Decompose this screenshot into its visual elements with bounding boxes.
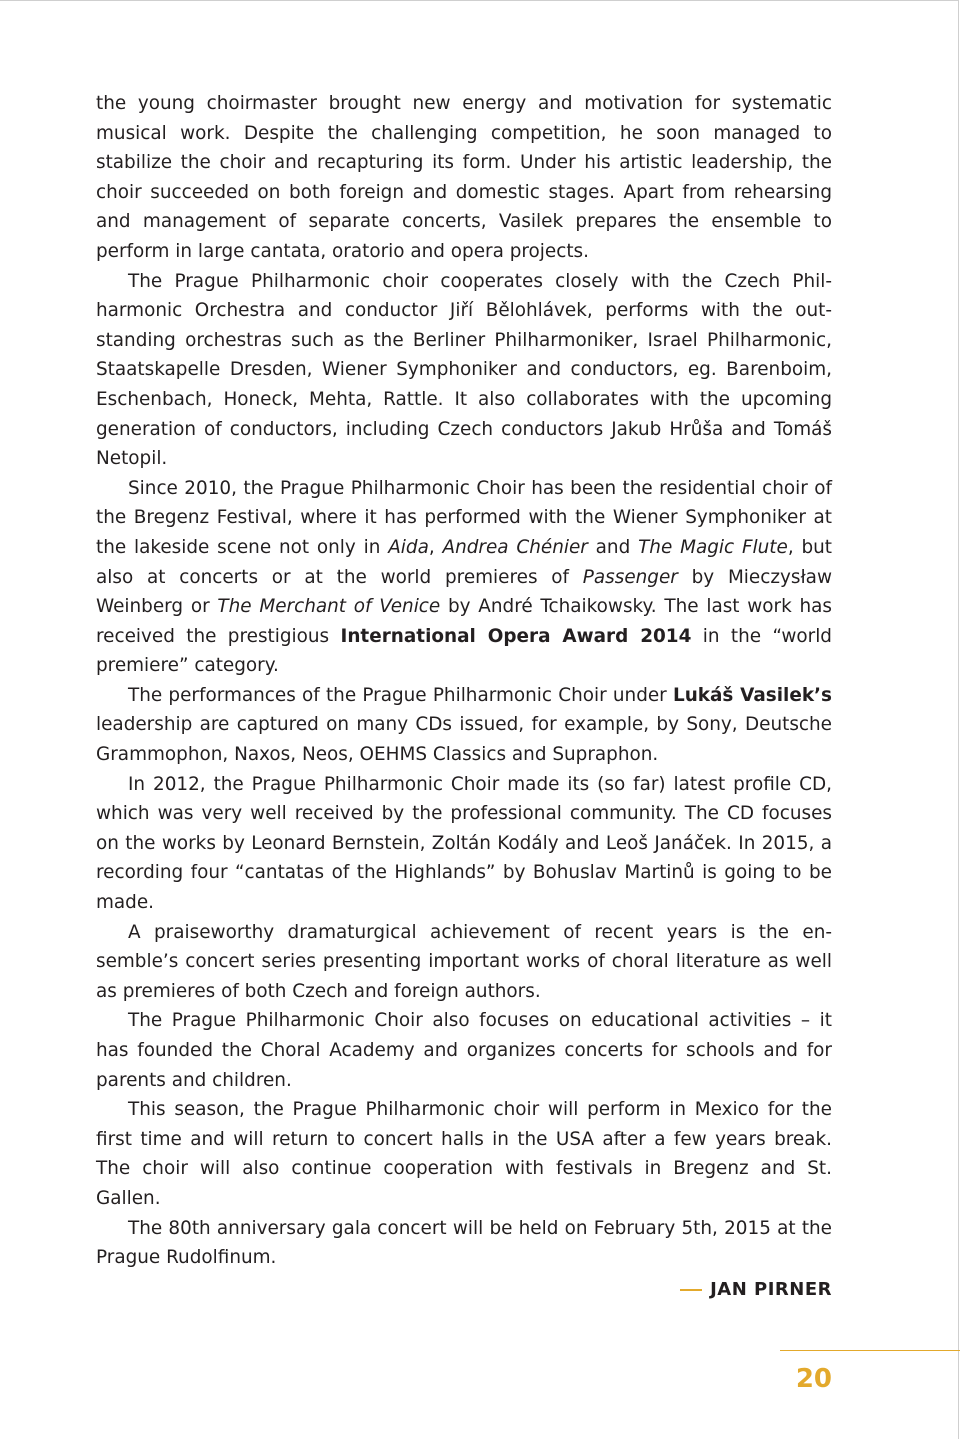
paragraph-9: The 80th anniversary gala concert will be held on February 5th, 2015 at the Prague Rudolfinum. [96, 1217, 832, 1269]
choirmaster-name: Lukáš Vasilek’s [672, 684, 832, 706]
work-title-andrea-chenier: Andrea Chénier [442, 536, 588, 558]
paragraph-4 [96, 681, 832, 770]
paragraph-8: This season, the Prague Philharmonic choir will perform in Mexico for the first time and will return to concert halls in the USA after a few years break. The choir will also continue cooperation with festivals in Bregenz and St. Gallen. [96, 1099, 832, 1209]
paragraph-1: the young choirmaster brought new energy and motivation for systematic musical work. Despite the challenging competition, he soon managed to stabilize the choir and recapturing its form. Under his artistic leadership, the choir succeeded on both foreign and domestic stages. Apart from rehearsing and management of separate concerts, Vasilek prepares the ensemble to perform in large cantata, oratorio and opera projects. [96, 93, 832, 262]
paragraph-7: The Prague Philharmonic Choir also focuses on educational activities – it has founded the Choral Academy and organizes concerts for schools and for parents and children. [96, 1010, 832, 1091]
paragraph-3-text: by André Tchaikowsky. The last work has received the prestigious [96, 596, 833, 647]
paragraph-3-text: , but also at concerts or at the world premieres of [96, 536, 833, 588]
paragraph-3-text: by Mieczysław Weinberg or [96, 566, 832, 618]
work-title-magic-flute: The Magic Flute [638, 536, 788, 558]
award-name: International Opera Award 2014 [340, 625, 692, 647]
author-signature [680, 1276, 832, 1304]
paragraph-5: In 2012, the Prague Philharmonic Choir made its (so far) latest profile CD, which was very well received by the professional community. The CD focuses on the works by Leonard Bernstein, Zoltán Kodály and Leoš Janáček. In 2015, a recording four “cantatas of the Highlands” by Bohuslav Martinů is going to be made. [96, 773, 832, 914]
paragraph-3-text: , [428, 536, 443, 558]
signature-dash [680, 1289, 702, 1291]
page-number: 20 [795, 1364, 832, 1394]
work-title-merchant-of-venice: The Merchant of Venice [217, 596, 441, 618]
article-body [96, 89, 832, 1273]
paragraph-3-text: Since 2010, the Prague Philharmonic Choir has been the residential choir of the Bregenz Festival, where it has performed with the Wiener Symphoniker at the lakeside scene not only in [96, 477, 832, 558]
paragraph-2: The Prague Philharmonic choir cooperates closely with the Czech Philharmonic Orchestra and conductor Jiří Bělohlávek, performs with the outstanding orchestras such as the Berliner Philharmoniker, Israel Philharmonic, Staatskapelle Dresden, Wiener Symphoniker and conductors, eg. Barenboim, Eschenbach, Honeck, Mehta, Rattle. It also collaborates with the upcoming generation of conductors, including Czech conductors Jakub Hrůša and Tomáš Netopil. [96, 270, 832, 470]
paragraph-4-text: The performances of the Prague Philharmonic Choir under [128, 684, 673, 706]
paragraph-3-text: in the “world premiere” category. [96, 625, 832, 677]
work-title-aida: Aida [388, 536, 429, 558]
paragraph-6: A praiseworthy dramaturgical achievement of recent years is the ensemble’s concert series presenting important works of choral literature as well as premieres of both Czech and foreign authors. [96, 921, 832, 1002]
author-name: JAN PIRNER [710, 1279, 832, 1300]
work-title-passenger: Passenger [582, 566, 678, 588]
paragraph-4-text: leadership are captured on many CDs issued, for example, by Sony, Deutsche Grammophon, Naxos, Neos, OEHMS Classics and Supraphon. [96, 714, 832, 766]
paragraph-3-text: and [587, 536, 639, 558]
paragraph-3 [96, 474, 832, 681]
page-number-rule [780, 1350, 960, 1351]
